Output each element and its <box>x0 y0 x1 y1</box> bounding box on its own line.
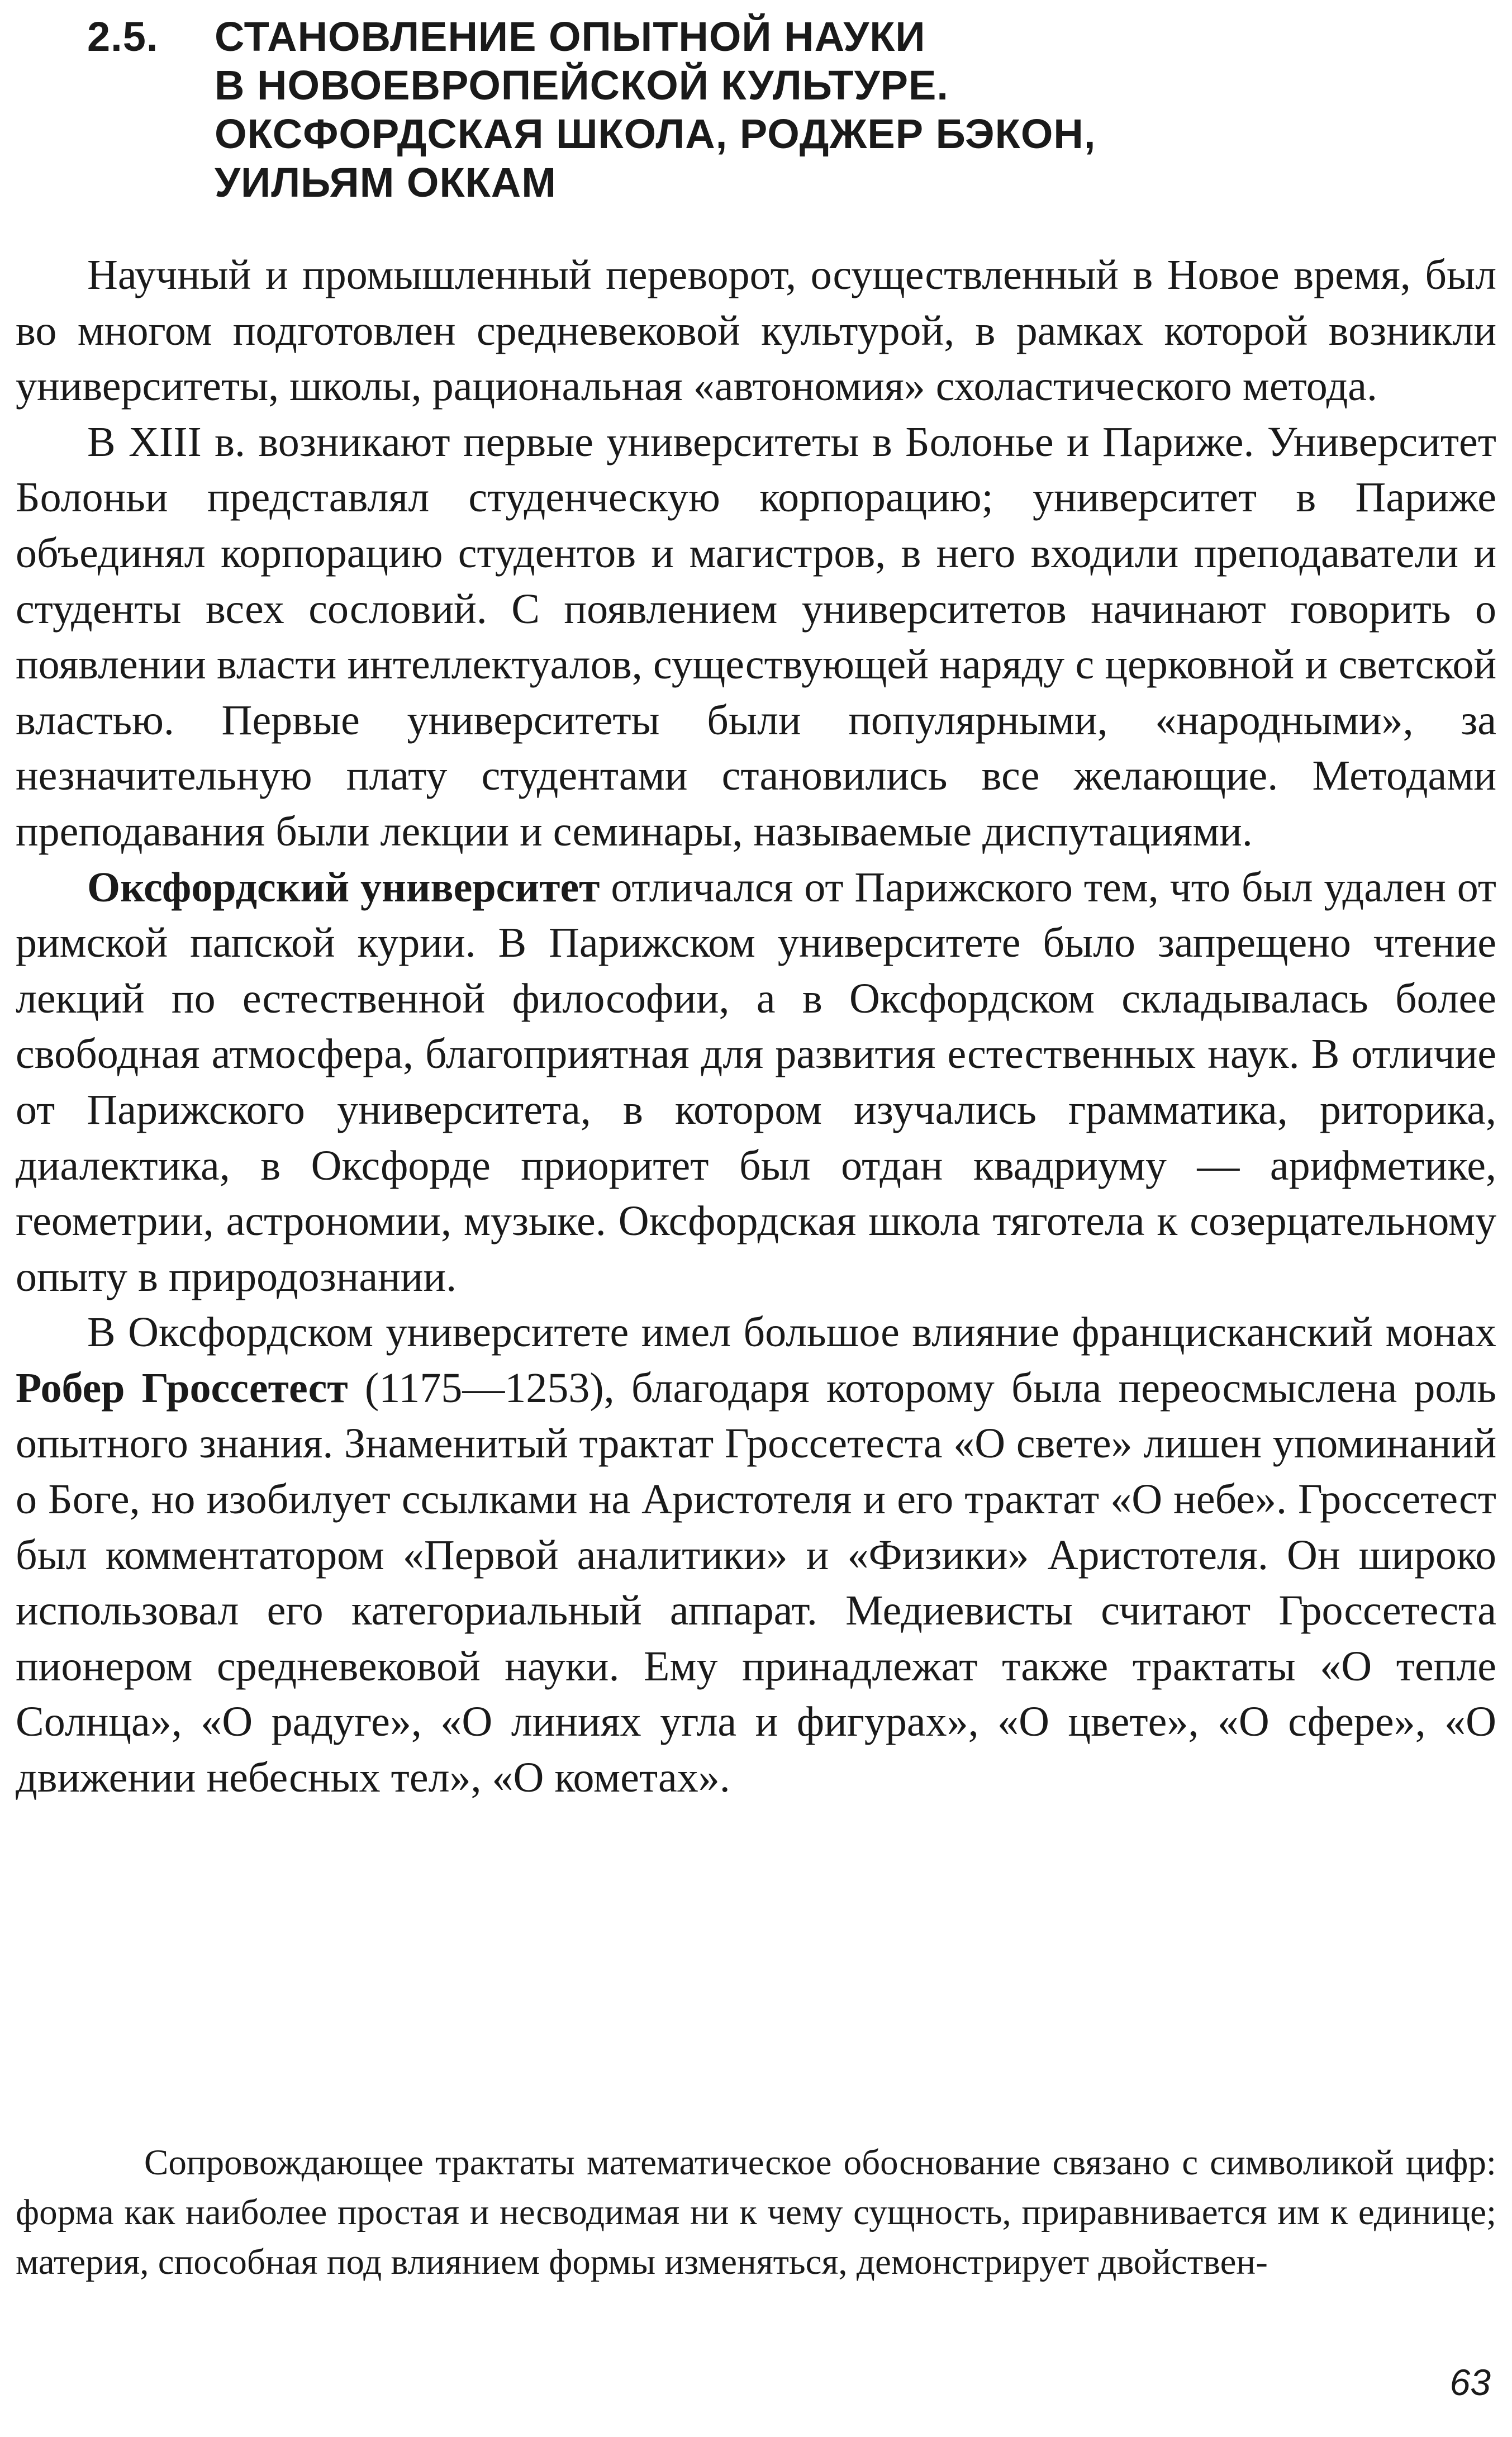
small-paragraph: Сопровождающее трактаты математическое обоснование связано с символикой цифр: форма как наиболее простая и несводимая ни к чему сущность, приравнивается им к единице; материя, способная под влиянием формы изменяться, демонстрирует двойствен- <box>16 2143 1496 2282</box>
paragraph-4-bold-name: Робер Гроссетест <box>16 1364 348 1412</box>
paragraph-4-text: (1175—1253), благодаря которому была переосмыслена роль опытного знания. Знаменитый трактат Гроссетеста «О свете» лишен упоминаний о Боге, но изобилует ссылками на Аристотеля и его трактат «О небе». Гроссетест был комментатором «Первой аналитики» и «Физики» Аристотеля. Он широко использовал его категориальный аппарат. Медиевисты считают Гроссетеста пионером средневековой науки. Ему принадлежат также трактаты «О тепле Солнца», «О радуге», «О линиях угла и фигурах», «О цвете», «О сфере», «О движении небесных тел», «О кометах». <box>16 1364 1496 1802</box>
section-title: СТАНОВЛЕНИЕ ОПЫТНОЙ НАУКИ В НОВОЕВРОПЕЙСКОЙ КУЛЬТУРЕ. ОКСФОРДСКАЯ ШКОЛА, РОДЖЕР БЭКОН, УИЛЬЯМ ОККАМ <box>215 13 1096 206</box>
page-number: 63 <box>1449 2362 1491 2403</box>
paragraph-4 <box>16 1305 1496 1806</box>
paragraph-2 <box>16 415 1496 860</box>
main-text <box>16 248 1496 1806</box>
paragraph-1-text: Научный и промышленный переворот, осуществленный в Новое время, был во многом подготовлен средневековой культурой, в рамках которой возникли университеты, школы, рациональная «автономия» схоластического метода. <box>16 251 1496 410</box>
paragraph-3-text: отличался от Парижского тем, что был удален от римской папской курии. В Парижском университете было запрещено чтение лекций по естественной философии, а в Оксфордском складывалась более свободная атмосфера, благоприятная для развития естественных наук. В отличие от Парижского университета, в котором изучались грамматика, риторика, диалектика, в Оксфорде приоритет был отдан квадриуму — арифметике, геометрии, астрономии, музыке. Оксфордская школа тяготела к созерцательному опыту в природознании. <box>16 863 1496 1300</box>
paragraph-4-lead: В Оксфордском университете имел большое влияние францисканский монах <box>87 1309 1496 1356</box>
small-print-text <box>16 2138 1496 2287</box>
book-page <box>16 0 1496 2437</box>
paragraph-1 <box>16 248 1496 415</box>
paragraph-3 <box>16 860 1496 1305</box>
paragraph-2-text: В XIII в. возникают первые университеты в Болонье и Париже. Университет Болоньи представлял студенческую корпорацию; университет в Париже объединял корпорацию студентов и магистров, в него входили преподаватели и студенты всех сословий. С появлением университетов начинают говорить о появлении власти интеллектуалов, существующей наряду с церковной и светской властью. Первые университеты были популярными, «народными», за незначительную плату студентами становились все желающие. Методами преподавания были лекции и семинары, называемые диспутациями. <box>16 418 1496 855</box>
section-number: 2.5. <box>87 13 159 60</box>
paragraph-3-bold-term: Оксфордский университет <box>87 863 600 911</box>
